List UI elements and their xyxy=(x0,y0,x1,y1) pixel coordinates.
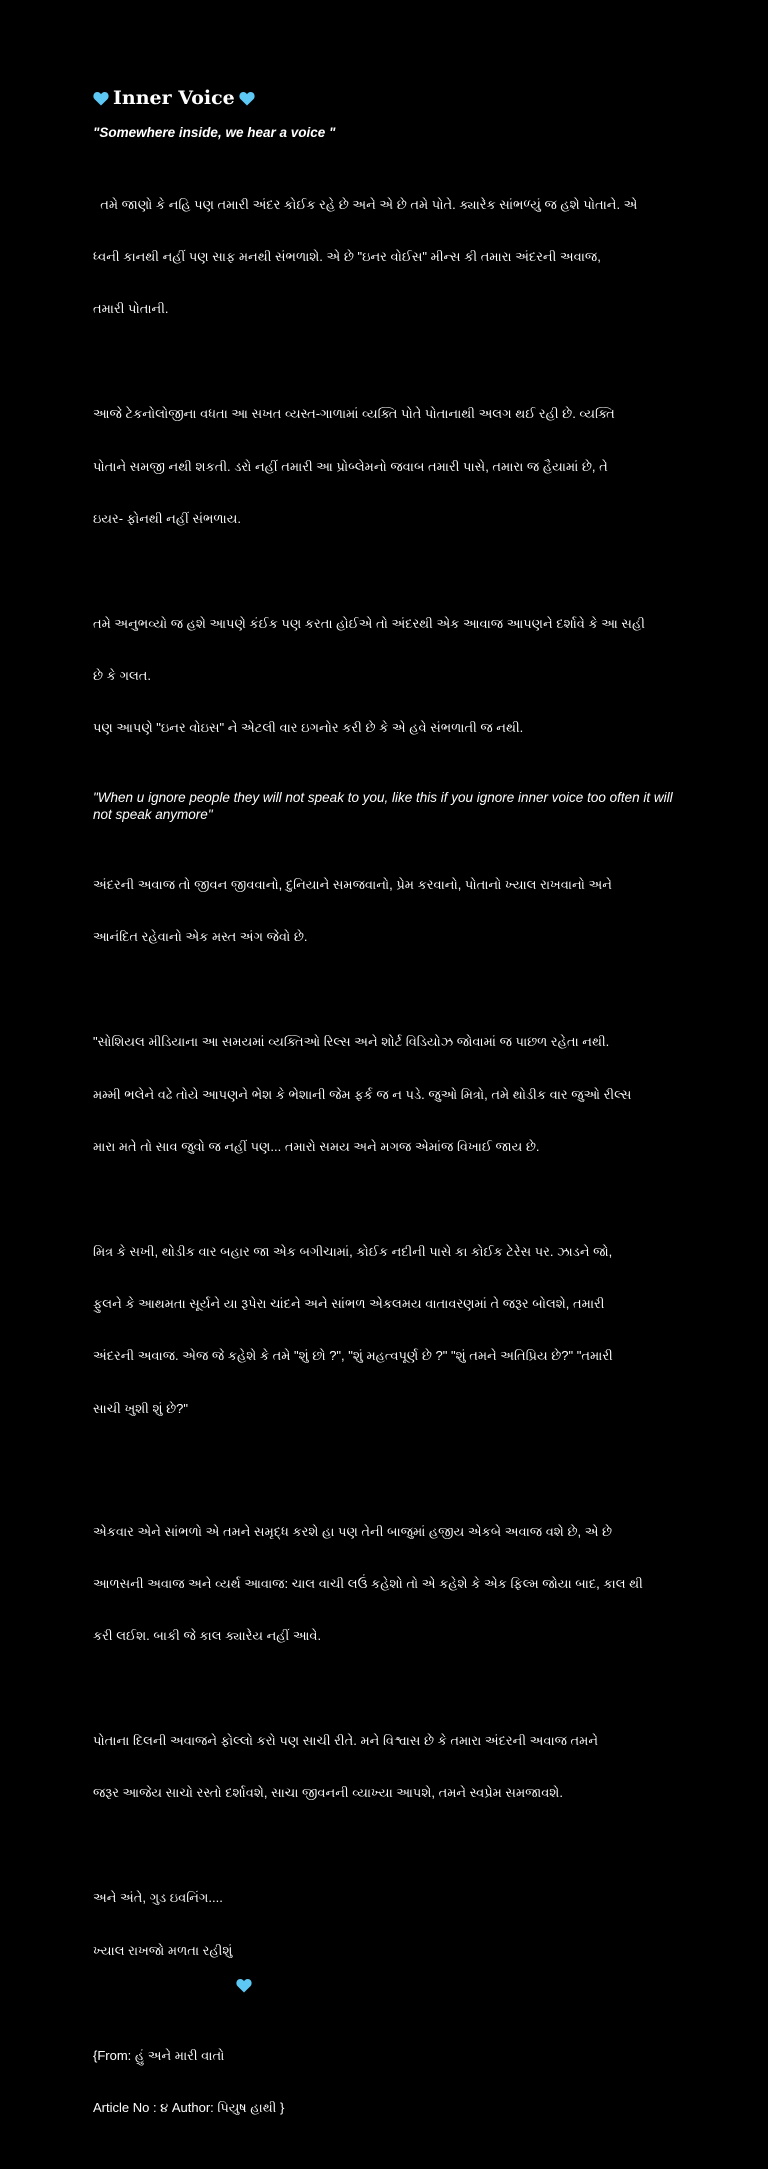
paragraph-line: ઇયર- ફોનથી નહીં સંભળાય. xyxy=(93,510,241,526)
blue-heart-icon xyxy=(236,1943,252,1958)
paragraph-line: એકવાર એને સાંભળો એ તમને સમૃદ્ધ કરશે હા પણ તેની બાજુમાં હજીય એકબે અવાજ વશે છે, એ છે xyxy=(93,1523,613,1539)
paragraph-technology xyxy=(93,370,683,561)
source-block xyxy=(93,2012,683,2151)
paragraph-line: જરૂર આજેય સાચો રસ્તો દર્શાવશે, સાચા જીવનની વ્યાખ્યા આપશે, તમને સ્વપ્રેમ સમજાવશે. xyxy=(93,1785,563,1801)
paragraph-line: મિત્ર કે સખી, થોડીક વાર બહાર જા એક બગીચામાં, કોઈક નદીની પાસે કા કોઈક ટેરેસ પર. ઝાડને જો, xyxy=(93,1243,613,1259)
article-title: Inner Voice xyxy=(113,87,235,109)
source-line: Article No : ૪ Author: પિયુષ હાથી } xyxy=(93,2099,285,2115)
paragraph-line: પોતાના દિલની અવાજને ફોલ્લો કરો પણ સાચી રીતે. મને વિશ્વાસ છે કે તમારા અંદરની અવાજ તમને xyxy=(93,1733,599,1749)
paragraph-follow-heart xyxy=(93,1697,683,1836)
paragraph-line: પણ આપણે "ઇનર વોઇસ" ને એટલી વાર ઇગનોર કરી છે કે એ હવે સંભળાતી જ નથી. xyxy=(93,720,524,736)
ignore-quote: "When u ignore people they will not speak to you, like this if you ignore inner voice too often it will not speak anymore" xyxy=(93,790,673,823)
paragraph-line: કરી લઈશ. બાકી જે કાલ ક્યારેય નહીં આવે. xyxy=(93,1628,322,1644)
paragraph-line: મમ્મી ભલેને વઢે તોયે આપણને ભેશ કે ભેશાની જેમ ફર્ક જ ન પડે. જુઓ મિત્રો, તમે થોડીક વાર જુઓ રીલ્સ xyxy=(93,1086,632,1102)
paragraph-line: તમે અનુભવ્યો જ હશે આપણે કંઈક પણ કરતા હોઈએ તો અંદરથી એક આવાજ આપણને દર્શાવે કે આ સહી xyxy=(93,615,645,631)
paragraph-line: આજે ટેકનોલોજીના વધતા આ સખત વ્યસ્ત-ગાળામાં વ્યક્તિ પોતે પોતાનાથી અલગ થઈ રહી છે. વ્યક્તિ xyxy=(93,406,615,422)
article xyxy=(93,86,683,2169)
paragraph-intro xyxy=(93,161,683,352)
paragraph-line: પોતાને સમજી નથી શકતી. ડરો નહીં તમારી આ પ્રોબ્લેમનો જવાબ તમારી પાસે, તમારા જ હૈયામાં છે, તે xyxy=(93,458,608,474)
paragraph-line: ધ્વની કાનથી નહીં પણ સાફ મનથી સંભળાશે. એ છે "ઇનર વોઈસ" મીન્સ કી તમારા અંદરની અવાજ, xyxy=(93,249,601,265)
blue-heart-icon xyxy=(93,91,109,106)
source-line: {From: હું અને મારી વાતો xyxy=(93,2047,225,2063)
closing-line: અને અંતે, ગુડ ઇવનિંગ.... xyxy=(93,1890,223,1906)
opening-quote: "Somewhere inside, we hear a voice " xyxy=(93,125,336,140)
paragraph-line: તમારી પોતાની. xyxy=(93,301,169,317)
paragraph-nature xyxy=(93,1208,683,1452)
paragraph-line: આળસની અવાજ અને વ્યર્થ આવાજ: ચાલ વાચી લઉં કહેશો તો એ કહેશે કે એક ફિલ્મ જોયા બાદ, કાલ થી xyxy=(93,1575,643,1591)
paragraph-social-media xyxy=(93,999,683,1190)
paragraph-line: આનંદિત રહેવાનો એક મસ્ત અંગ જેવો છે. xyxy=(93,929,308,945)
paragraph-line: અંદરની અવાજ. એજ જે કહેશે કે તમે "શું છો ?", "શું મહત્વપૂર્ણ છે ?" "શું તમને અતિપ્રિય છે?" "તમારી xyxy=(93,1348,613,1364)
paragraph-experience xyxy=(93,580,683,771)
closing-line: ખ્યાલ રાખજો મળતા રહીશું xyxy=(93,1942,233,1958)
paragraph-line: છે કે ગલત. xyxy=(93,667,151,683)
paragraph-line: અંદરની અવાજ તો જીવન જીવવાનો, દુનિયાને સમજવાનો, પ્રેમ કરવાનો, પોતાનો ખ્યાલ રાખવાનો અને xyxy=(93,877,612,893)
paragraph-inner-voice xyxy=(93,841,683,980)
paragraph-line: સાચી ખુશી શું છે?" xyxy=(93,1400,189,1416)
closing-line-with-heart xyxy=(93,1942,683,1959)
paragraph-line: તમે જાણો કે નહિ પણ તમારી અંદર કોઈક રહે છે અને એ છે તમે પોતે. ક્યારેક સાંભળ્યું જ હશે પોતાને. એ xyxy=(93,196,638,212)
paragraph-line: મારા મતે તો સાવ જુવો જ નહીં પણ... તમારો સમય અને મગજ એમાંજ વિખાઈ જાય છે. xyxy=(93,1138,540,1154)
blue-heart-icon xyxy=(239,91,255,106)
closing-block xyxy=(93,1855,683,1994)
article-title-row xyxy=(93,86,683,110)
paragraph-line: "સોશિયલ મીડિયાના આ સમયમાં વ્યક્તિઓ રિલ્સ અને શોર્ટ વિડિયોઝ જોવામાં જ પાછળ રહેતા નથી. xyxy=(93,1034,610,1050)
paragraph-line: ફુલને કે આથમતા સૂર્યને યા રૂપેરા ચાંદને અને સાંભળ એકલમય વાતાવરણમાં તે જરૂર બોલશે, તમારી xyxy=(93,1296,605,1312)
paragraph-laziness xyxy=(93,1488,683,1679)
